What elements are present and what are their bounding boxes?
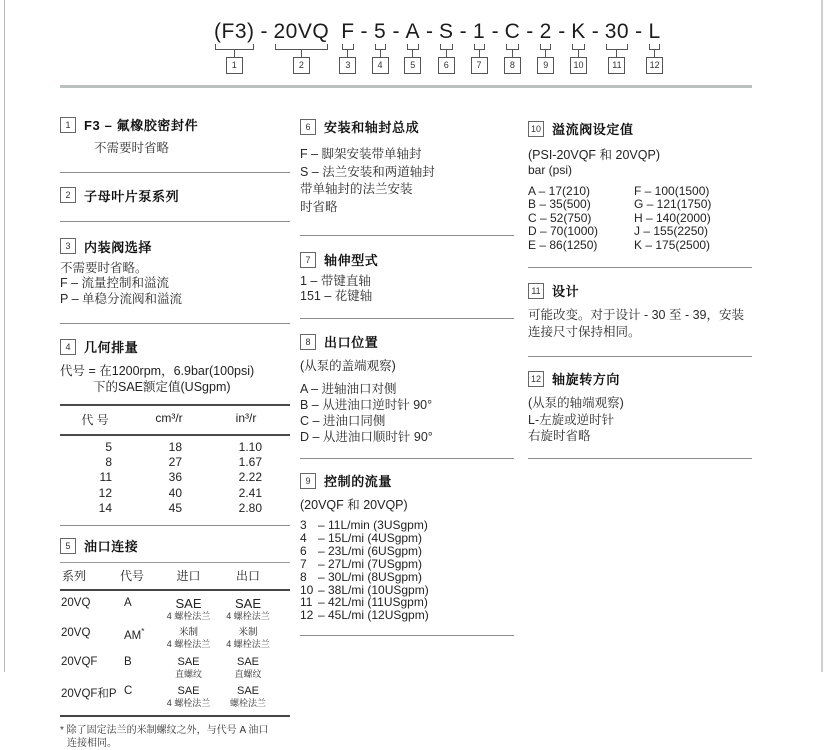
- port-connection: [220, 656, 276, 679]
- flow-text: – 45L/mi (12USgpm): [318, 608, 429, 623]
- port-main: SAE: [177, 685, 200, 698]
- section-3-title: 内装阀选择: [84, 239, 153, 255]
- flow-text: – 27L/mi (7USgpm): [318, 556, 423, 571]
- option-line: A – 进轴油口对侧: [300, 382, 397, 396]
- column-left: [60, 103, 290, 750]
- port-connection: [157, 627, 220, 650]
- section-12-number-box: 12: [528, 371, 544, 387]
- code-segment-7: [471, 20, 488, 74]
- note-line: 连接尺寸保持相同。: [528, 325, 641, 340]
- displacement-cell: 1.67: [238, 455, 262, 470]
- code-bracket-stem: [616, 50, 617, 57]
- code-bracket-stem: [412, 50, 413, 57]
- port-sub: 4 螺栓法兰: [166, 639, 211, 650]
- code-text: C: [504, 20, 521, 43]
- relief-setting: H – 140(2000): [634, 210, 711, 225]
- section-11-title: 设计: [552, 284, 580, 300]
- port-rows: [60, 591, 290, 708]
- code-text: 5: [373, 20, 387, 43]
- relief-setting: C – 52(750): [528, 210, 592, 225]
- section-2-header: [60, 186, 290, 205]
- section-4-title: 几何排量: [84, 340, 139, 355]
- displacement-cell: 2.80: [238, 500, 262, 515]
- relief-setting: E – 86(1250): [528, 237, 598, 252]
- displacement-cell: 2.22: [238, 470, 262, 485]
- port-row: [60, 591, 290, 621]
- section-10-subtitle: (PSI-20VQF 和 20VQP): [528, 148, 660, 162]
- section-4-number-box: 4: [60, 339, 76, 355]
- displacement-cell: 11: [99, 470, 112, 485]
- ports-header-row: [60, 563, 290, 589]
- section-divider: [60, 525, 290, 526]
- section-divider: [60, 172, 290, 173]
- note-line: 不需要时省略: [94, 141, 170, 155]
- code-bracket-stem: [578, 50, 579, 57]
- code-number-box: 3: [339, 57, 356, 74]
- displacement-cell: 2.41: [238, 485, 262, 500]
- code-segment-8: [503, 20, 523, 74]
- port-main: SAE: [175, 596, 202, 612]
- section-3-number-box: 3: [60, 238, 76, 254]
- port-sub: 4 螺栓法兰: [166, 611, 211, 622]
- section-1-body: [60, 141, 290, 157]
- option-line: 带单轴封的法兰安装: [300, 182, 413, 196]
- code-text: 20VQ: [273, 20, 330, 43]
- port-main: SAE: [236, 656, 259, 669]
- code-text: K: [571, 20, 586, 43]
- section-7-number-box: 7: [300, 252, 316, 268]
- displacement-cell: 5: [105, 440, 112, 454]
- flow-text: – 42L/mi (11USgpm): [318, 595, 428, 610]
- section-9-title: 控制的流量: [324, 474, 393, 489]
- section-9-number-box: 9: [300, 473, 316, 489]
- port-connection: [157, 685, 220, 708]
- section-11-header: [528, 281, 752, 300]
- code-segment-5: [404, 20, 423, 74]
- code-segment-11: [603, 20, 631, 74]
- note-line: 代号 = 在1200rpm，6.9bar(100psi): [60, 364, 255, 378]
- port-series: 20VQ: [61, 597, 91, 610]
- displacement-cell: 27: [168, 455, 182, 470]
- option-line: P – 单稳分流阀和溢流: [60, 291, 183, 306]
- section-divider: [528, 267, 752, 268]
- section-divider: [528, 356, 752, 357]
- flow-code: 6: [300, 543, 307, 558]
- port-main: SAE: [234, 596, 261, 612]
- code-text: 2: [539, 20, 552, 43]
- code-text: F: [341, 20, 355, 43]
- port-code: AM*: [124, 627, 145, 642]
- flow-item: [300, 609, 514, 622]
- section-8-number-box: 8: [300, 334, 316, 350]
- column-header: in³/r: [235, 411, 257, 425]
- code-number-box: 10: [570, 57, 587, 74]
- relief-settings: [528, 185, 752, 252]
- relief-setting: F – 100(1500): [634, 184, 710, 198]
- section-12-title: 轴旋转方向: [552, 372, 621, 388]
- code-number-box: 6: [438, 57, 455, 74]
- displacement-cell: 14: [98, 500, 112, 515]
- relief-setting: B – 35(500): [528, 197, 591, 212]
- relief-setting: A – 17(210): [528, 184, 591, 198]
- section-8-subtitle: (从泵的盖端观察): [300, 359, 396, 373]
- port-row: [60, 650, 290, 679]
- code-separator: -: [260, 20, 268, 43]
- column-header: 出口: [235, 569, 260, 584]
- relief-setting: K – 175(2500): [634, 237, 711, 252]
- displacement-cell: 8: [105, 455, 112, 470]
- relief-setting: G – 121(1750): [634, 197, 712, 212]
- code-bracket-stem: [380, 50, 381, 57]
- displacement-table: [60, 404, 290, 522]
- port-main: 米制: [178, 627, 198, 639]
- code-bracket-stem: [347, 50, 348, 57]
- code-segment-6: [437, 20, 456, 74]
- code-bracket-stem: [545, 50, 546, 57]
- section-5-number-box: 5: [60, 538, 76, 554]
- code-separator: -: [591, 20, 599, 43]
- code-bracket-stem: [234, 50, 235, 57]
- code-segment-3: [339, 20, 356, 74]
- code-bracket-stem: [301, 50, 302, 57]
- displacement-cell: 1.10: [238, 440, 262, 454]
- section-10-header: [528, 119, 752, 138]
- code-number-box: 7: [471, 57, 488, 74]
- section-10-number-box: 10: [528, 121, 544, 137]
- port-connection: [157, 597, 220, 621]
- option-line: 时省略: [300, 199, 338, 214]
- option-line: (从泵的轴端观察): [528, 396, 624, 411]
- code-number-box: 1: [226, 57, 243, 74]
- option-line: F – 流量控制和溢流: [60, 276, 170, 290]
- displacement-cell: 45: [168, 500, 182, 515]
- code-number-box: 12: [646, 57, 663, 74]
- footnote-line: * 除了固定法兰的米制螺纹之外，与代号 A 油口: [60, 725, 269, 737]
- section-2-number-box: 2: [60, 187, 76, 203]
- port-connection: [157, 656, 220, 679]
- port-connection: [220, 627, 276, 650]
- section-divider: [60, 221, 290, 222]
- code-number-box: 4: [372, 57, 389, 74]
- section-2-title: 子母叶片泵系列: [84, 188, 180, 204]
- relief-settings-left: [528, 185, 634, 252]
- flow-text: – 30L/mi (8USgpm): [318, 569, 423, 584]
- code-number-box: 2: [293, 57, 310, 74]
- section-9-header: [300, 471, 514, 490]
- code-text: (F3): [214, 20, 255, 43]
- port-sub: 4 螺栓法兰: [226, 611, 270, 622]
- flow-code: 4: [300, 530, 307, 545]
- code-segment-10: [569, 20, 588, 74]
- port-connection: [220, 597, 276, 621]
- section-10-unit-label: bar (psi): [528, 163, 573, 177]
- section-3-header: [60, 237, 290, 256]
- section-12-body: [528, 395, 752, 445]
- section-4-note: [60, 363, 290, 395]
- code-separator: -: [360, 20, 368, 43]
- displacement-cell: 36: [168, 470, 182, 485]
- code-number-box: 11: [608, 57, 625, 74]
- code-separator: -: [392, 20, 400, 43]
- flow-code: 11: [300, 595, 313, 610]
- displacement-row: [60, 455, 290, 470]
- relief-setting: D – 70(1000): [528, 224, 599, 239]
- flow-text: – 15L/mi (4USgpm): [318, 530, 423, 545]
- flow-code: 10: [300, 582, 314, 597]
- port-series: 20VQF和P: [61, 688, 117, 701]
- table-rule: [60, 715, 290, 717]
- section-6-body: [300, 146, 514, 216]
- code-separator: -: [526, 20, 534, 43]
- ports-footnote: [60, 724, 290, 750]
- column-header: 代号: [120, 569, 145, 584]
- section-1-header: [60, 115, 290, 134]
- code-separator: -: [558, 20, 566, 43]
- section-divider: [60, 323, 290, 324]
- option-line: 不需要时省略。: [60, 260, 148, 275]
- port-code: C: [124, 685, 133, 698]
- flow-code: 7: [300, 556, 307, 571]
- code-bracket-stem: [654, 50, 655, 57]
- port-sub: 直螺纹: [234, 669, 262, 680]
- section-1-title: F3 – 氟橡胶密封件: [84, 118, 199, 133]
- page-right-border: [821, 0, 823, 672]
- column-header: 代 号: [81, 413, 109, 427]
- port-code: B: [124, 656, 132, 669]
- option-line: C – 进油口同侧: [300, 414, 386, 428]
- column-header: 进口: [176, 569, 201, 584]
- port-row: [60, 679, 290, 708]
- section-divider: [300, 458, 514, 459]
- note-line: 可能改变。对于设计 - 30 至 - 39，安装: [528, 308, 744, 323]
- option-line: B – 从进油口逆时针 90°: [300, 398, 433, 412]
- section-8-header: [300, 332, 514, 351]
- option-line: S – 法兰安装和两道轴封: [300, 164, 435, 179]
- section-11-number-box: 11: [528, 283, 544, 299]
- section-7-body: [300, 274, 514, 304]
- code-separator: -: [459, 20, 467, 43]
- section-7-header: [300, 250, 514, 269]
- section-divider: [300, 635, 514, 636]
- displacement-rows: [60, 436, 290, 522]
- port-series: 20VQF: [61, 656, 98, 669]
- port-sub: 螺栓法兰: [229, 698, 266, 709]
- note-line: 下的SAE额定值(USgpm): [93, 380, 231, 394]
- section-10-title: 溢流阀设定值: [552, 122, 634, 137]
- section-8-body: [300, 381, 514, 445]
- section-12-header: [528, 369, 752, 388]
- displacement-row: [60, 440, 290, 455]
- section-6-title: 安装和轴封总成: [324, 120, 420, 135]
- code-segment-12: [646, 20, 663, 74]
- port-series: 20VQ: [61, 627, 91, 640]
- footnote-line: 连接相同。: [67, 738, 117, 750]
- code-text: L: [648, 20, 661, 43]
- column-header: cm³/r: [155, 411, 183, 425]
- option-line: L-左旋或逆时针: [528, 412, 615, 427]
- code-number-box: 9: [537, 57, 554, 74]
- section-7-title: 轴伸型式: [324, 253, 379, 268]
- port-main: SAE: [236, 685, 259, 698]
- port-row: [60, 621, 290, 650]
- option-line: D – 从进油口顺时针 90°: [300, 430, 433, 444]
- flow-text: – 11L/min (3USgpm): [318, 518, 428, 532]
- port-sub: 4 螺栓法兰: [226, 639, 270, 650]
- code-bracket-stem: [479, 50, 480, 57]
- section-divider: [300, 318, 514, 319]
- code-separator: -: [491, 20, 499, 43]
- code-number-box: 8: [504, 57, 521, 74]
- section-9-subtitle: (20VQF 和 20VQP): [300, 498, 408, 512]
- flow-code: 8: [300, 569, 307, 584]
- port-main: 米制: [238, 627, 258, 639]
- ports-table: [60, 562, 290, 750]
- section-8-title: 出口位置: [324, 335, 379, 350]
- section-11-body: [528, 307, 752, 341]
- section-1-number-box: 1: [60, 117, 76, 133]
- port-sub: 4 螺栓法兰: [166, 698, 211, 709]
- option-line: F – 脚架安装带单轴封: [300, 147, 422, 161]
- displacement-header-row: [60, 406, 290, 434]
- port-connection: [220, 685, 276, 708]
- relief-setting: J – 155(2250): [634, 224, 709, 239]
- option-line: 151 – 花键轴: [300, 289, 373, 303]
- model-code-row: [212, 20, 663, 74]
- displacement-cell: 40: [168, 485, 182, 500]
- section-6-header: [300, 117, 514, 136]
- code-bracket-stem: [512, 50, 513, 57]
- code-text: 1: [472, 20, 486, 43]
- section-6-number-box: 6: [300, 119, 316, 135]
- code-separator: -: [635, 20, 643, 43]
- flow-text: – 23L/mi (6USgpm): [318, 543, 423, 558]
- port-main: SAE: [177, 656, 200, 669]
- section-5-header: [60, 536, 290, 555]
- code-separator: -: [426, 20, 434, 43]
- relief-settings-right: [634, 185, 752, 252]
- displacement-row: [60, 470, 290, 485]
- column-header: 系列: [62, 569, 87, 584]
- flow-rate-list: [300, 519, 514, 622]
- displacement-row: [60, 486, 290, 501]
- code-text: 30: [604, 20, 630, 43]
- code-text: S: [439, 20, 454, 43]
- option-line: 1 – 带键直轴: [300, 274, 371, 288]
- code-segment-1: [212, 20, 257, 74]
- flow-text: – 38L/mi (10USgpm): [318, 582, 429, 597]
- code-segment-9: [537, 20, 554, 74]
- header-rule: [60, 85, 752, 88]
- flow-code: 3: [300, 518, 307, 532]
- port-code: A: [124, 597, 132, 610]
- flow-code: 12: [300, 608, 314, 623]
- section-5-title: 油口连接: [84, 539, 139, 555]
- code-bracket-stem: [446, 50, 447, 57]
- column-middle: [300, 108, 514, 636]
- code-number-box: 5: [404, 57, 421, 74]
- section-divider: [300, 235, 514, 236]
- section-4-header: [60, 337, 290, 356]
- section-divider: [528, 458, 752, 459]
- code-segment-4: [372, 20, 389, 74]
- option-line: 右旋时省略: [528, 429, 591, 444]
- section-3-body: [60, 261, 290, 308]
- displacement-cell: 12: [98, 485, 112, 500]
- page-left-border: [4, 0, 5, 672]
- column-right: [528, 110, 752, 459]
- displacement-cell: 18: [168, 440, 182, 454]
- code-text: A: [405, 20, 421, 43]
- code-segment-2: [272, 20, 332, 74]
- port-sub: 直螺纹: [174, 669, 202, 680]
- displacement-row: [60, 501, 290, 516]
